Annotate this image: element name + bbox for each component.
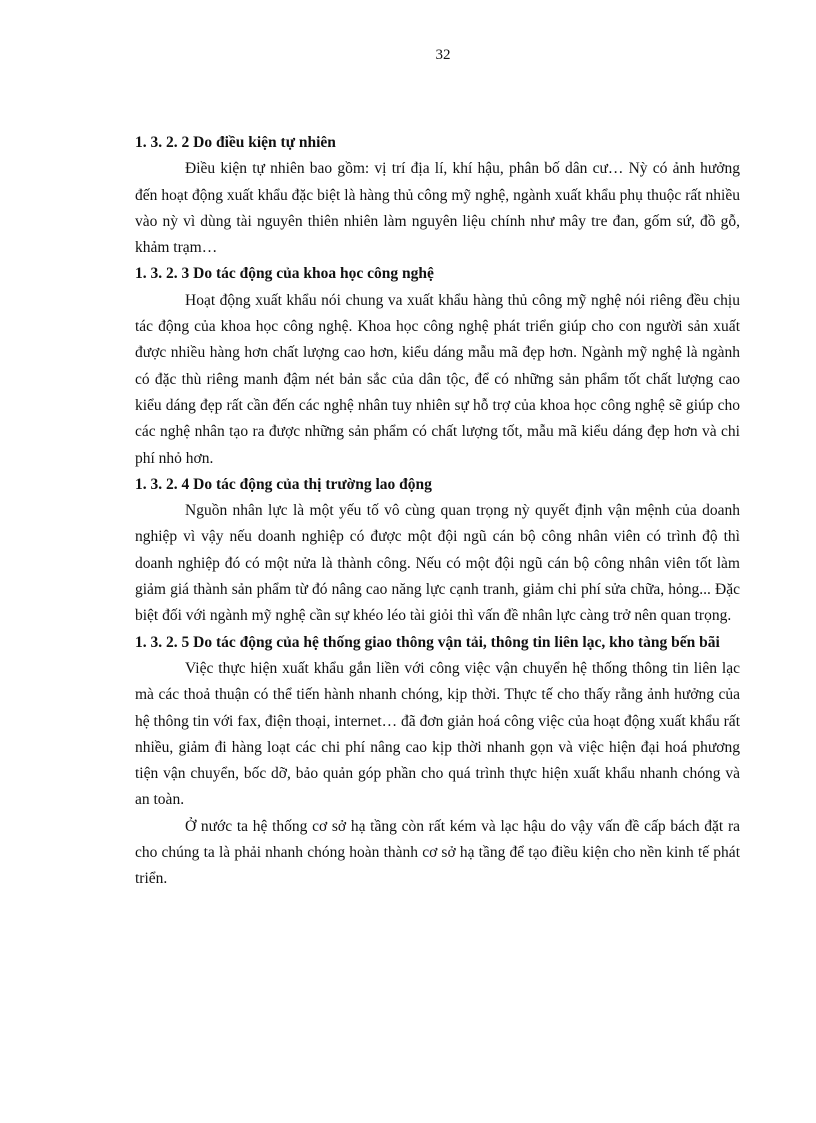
paragraph: Việc thực hiện xuất khẩu gắn liền với công việc vận chuyển hệ thống thông tin liên lạc mà các thoả thuận có thể tiến hành nhanh chóng, kịp thời. Thực tế cho thấy rằng ảnh hưởng của hệ thông tin với fax, điện thoại, internet… đã đơn giản hoá công việc của hoạt động xuất khẩu rất nhiều, giảm đi hàng loạt các chi phí nâng cao kịp thời nhanh gọn và việc hiện đại hoá phương tiện vận chuyển, bốc dỡ, bảo quản góp phần cho quá trình thực hiện xuất khẩu nhanh chóng và an toàn. — [135, 659, 740, 809]
section-heading: 1. 3. 2. 4 Do tác động của thị trường lao động — [135, 475, 432, 493]
paragraph: Điều kiện tự nhiên bao gồm: vị trí địa lí, khí hậu, phân bố dân cư… Nỳ có ảnh hưởng đến hoạt động xuất khẩu đặc biệt là hàng thủ công mỹ nghệ, ngành xuất khẩu phụ thuộc rất nhiều vào nỳ vì dùng tài nguyên thiên nhiên làm nguyên liệu chính như mây tre đan, gốm sứ, đồ gỗ, khảm trạm… — [135, 160, 740, 257]
section-heading: 1. 3. 2. 2 Do điều kiện tự nhiên — [135, 134, 336, 151]
page-number: 32 — [435, 47, 451, 63]
paragraph: Ở nước ta hệ thống cơ sở hạ tầng còn rất kém và lạc hậu do vậy vấn đề cấp bách đặt ra cho chúng ta là phải nhanh chóng hoàn thành cơ sở hạ tầng để tạo điều kiện cho nền kinh tế phát triển. — [135, 817, 740, 888]
paragraph: Hoạt động xuất khẩu nói chung va xuất khẩu hàng thủ công mỹ nghệ nói riêng đều chịu tác động của khoa học công nghệ. Khoa học công nghệ phát triển giúp cho con người sản xuất được nhiều hàng hơn chất lượng cao hơn, kiểu dáng mẫu mã đẹp hơn. Ngành mỹ nghệ là ngành có đặc thù riêng manh đậm nét bản sắc của dân tộc, để có những sản phẩm tốt chất lượng cao kiểu dáng đẹp rất cần đến các nghệ nhân tuy nhiên sự hỗ trợ của khoa học công nghệ sẽ giúp cho các nghệ nhân tạo ra được những sản phẩm có chất lượng tốt, mẫu mã kiểu dáng đẹp hơn và chi phí nhỏ hơn. — [135, 291, 740, 467]
document-body — [135, 130, 740, 893]
section-heading: 1. 3. 2. 3 Do tác động của khoa học công nghệ — [135, 265, 434, 283]
section-heading: 1. 3. 2. 5 Do tác động của hệ thống giao thông vận tải, thông tin liên lạc, kho tàng bến bãi — [135, 633, 720, 651]
paragraph: Nguồn nhân lực là một yếu tố vô cùng quan trọng nỳ quyết định vận mệnh của doanh nghiệp vì vậy nếu doanh nghiệp có được một đội ngũ cán bộ công nhân viên có trình độ thì doanh nghiệp đó có một nửa là thành công. Nếu có một đội ngũ cán bộ công nhân viên tốt làm giảm giá thành sản phẩm từ đó nâng cao năng lực cạnh tranh, giảm chi phí sửa chữa, hỏng... Đặc biệt đối với ngành mỹ nghệ cần sự khéo léo tài giỏi thì vấn đề nhân lực càng trở nên quan trọng. — [135, 502, 740, 625]
